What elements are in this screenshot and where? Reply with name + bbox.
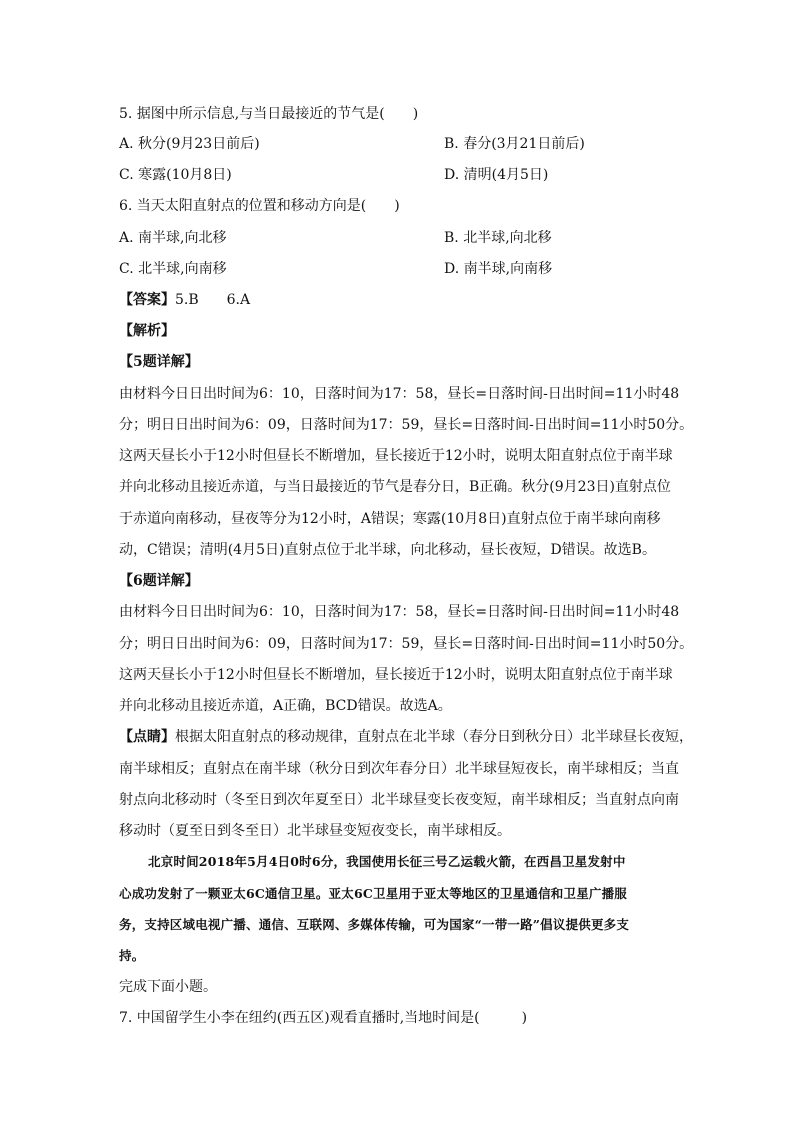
q5-stem: 5. 据图中所示信息,与当日最接近的节气是( ) [119, 106, 419, 122]
q5-detail-line: 于赤道向南移动，昼夜等分为12小时，A错误；寒露(10月8日)直射点位于南半球向南移 [119, 511, 661, 527]
material-line: 持。 [119, 948, 145, 963]
q5-option-d: D. 清明(4月5日) [444, 167, 549, 183]
q6-stem: 6. 当天太阳直射点的位置和移动方向是( ) [119, 198, 400, 214]
tip-text: 根据太阳直射点的移动规律，直射点在北半球（春分日到秋分日）北半球昼长夜短， [175, 729, 693, 745]
q6-detail-line: 这两天昼长小于12小时但昼长不断增加，昼长接近于12小时，说明太阳直射点位于南半球 [119, 667, 673, 683]
tip-line [119, 727, 693, 747]
q5-option-b: B. 春分(3月21日前后) [444, 136, 585, 152]
q6-option-a: A. 南半球,向北移 [119, 230, 227, 246]
q6-detail-label: 【6题详解】 [119, 573, 199, 589]
answer-line [119, 290, 250, 310]
tip-line: 南半球相反；直射点在南半球（秋分日到次年春分日）北半球昼短夜长，南半球相反；当直 [119, 761, 679, 777]
instruction: 完成下面小题。 [119, 979, 217, 995]
q5-option-a: A. 秋分(9月23日前后) [119, 136, 260, 152]
q5-detail-line: 并向北移动且接近赤道，与当日最接近的节气是春分日，B正确。秋分(9月23日)直射点位 [119, 479, 671, 495]
q7-stem: 7. 中国留学生小李在纽约(西五区)观看直播时,当地时间是( ) [119, 1010, 528, 1026]
q5-option-c: C. 寒露(10月8日) [119, 167, 232, 183]
q6-detail-line: 并向北移动且接近赤道，A正确，BCD错误。故选A。 [119, 698, 452, 714]
tip-label: 【点睛】 [119, 729, 175, 745]
answer-label: 【答案】 [119, 292, 175, 308]
q5-detail-line: 由材料今日日出时间为6：10，日落时间为17：58，昼长=日落时间-日出时间=11小时48 [119, 386, 680, 402]
tip-line: 射点向北移动时（冬至日到次年夏至日）北半球昼变长夜变短，南半球相反；当直射点向南 [119, 792, 679, 808]
q6-detail-line: 分；明日日出时间为6：09，日落时间为17：59，昼长=日落时间-日出时间=11小时50分。 [119, 636, 694, 652]
q6-option-d: D. 南半球,向南移 [444, 261, 553, 277]
q5-detail-line: 分；明日日出时间为6：09，日落时间为17：59，昼长=日落时间-日出时间=11小时50分。 [119, 417, 694, 433]
q6-option-b: B. 北半球,向北移 [444, 230, 552, 246]
q5-detail-line: 动，C错误；清明(4月5日)直射点位于北半球，向北移动，昼长夜短，D错误。故选B。 [119, 542, 656, 558]
q6-detail-line: 由材料今日日出时间为6：10，日落时间为17：58，昼长=日落时间-日出时间=11小时48 [119, 604, 680, 620]
tip-line: 移动时（夏至日到冬至日）北半球昼变短夜变长，南半球相反。 [119, 823, 511, 839]
q5-detail-label: 【5题详解】 [119, 354, 199, 370]
material-line: 北京时间2018年5月4日0时6分，我国使用长征三号乙运载火箭，在西昌卫星发射中 [148, 854, 626, 869]
q5-detail-line: 这两天昼长小于12小时但昼长不断增加，昼长接近于12小时，说明太阳直射点位于南半球 [119, 448, 673, 464]
analysis-label: 【解析】 [119, 323, 175, 339]
answer-text: 5.B 6.A [175, 292, 251, 308]
material-line: 心成功发射了一颗亚太6C通信卫星。亚太6C卫星用于亚太等地区的卫星通信和卫星广播服 [119, 886, 627, 901]
q6-option-c: C. 北半球,向南移 [119, 261, 227, 277]
material-line: 务，支持区域电视广播、通信、互联网、多媒体传输，可为国家“一带一路”倡议提供更多支 [119, 917, 630, 932]
